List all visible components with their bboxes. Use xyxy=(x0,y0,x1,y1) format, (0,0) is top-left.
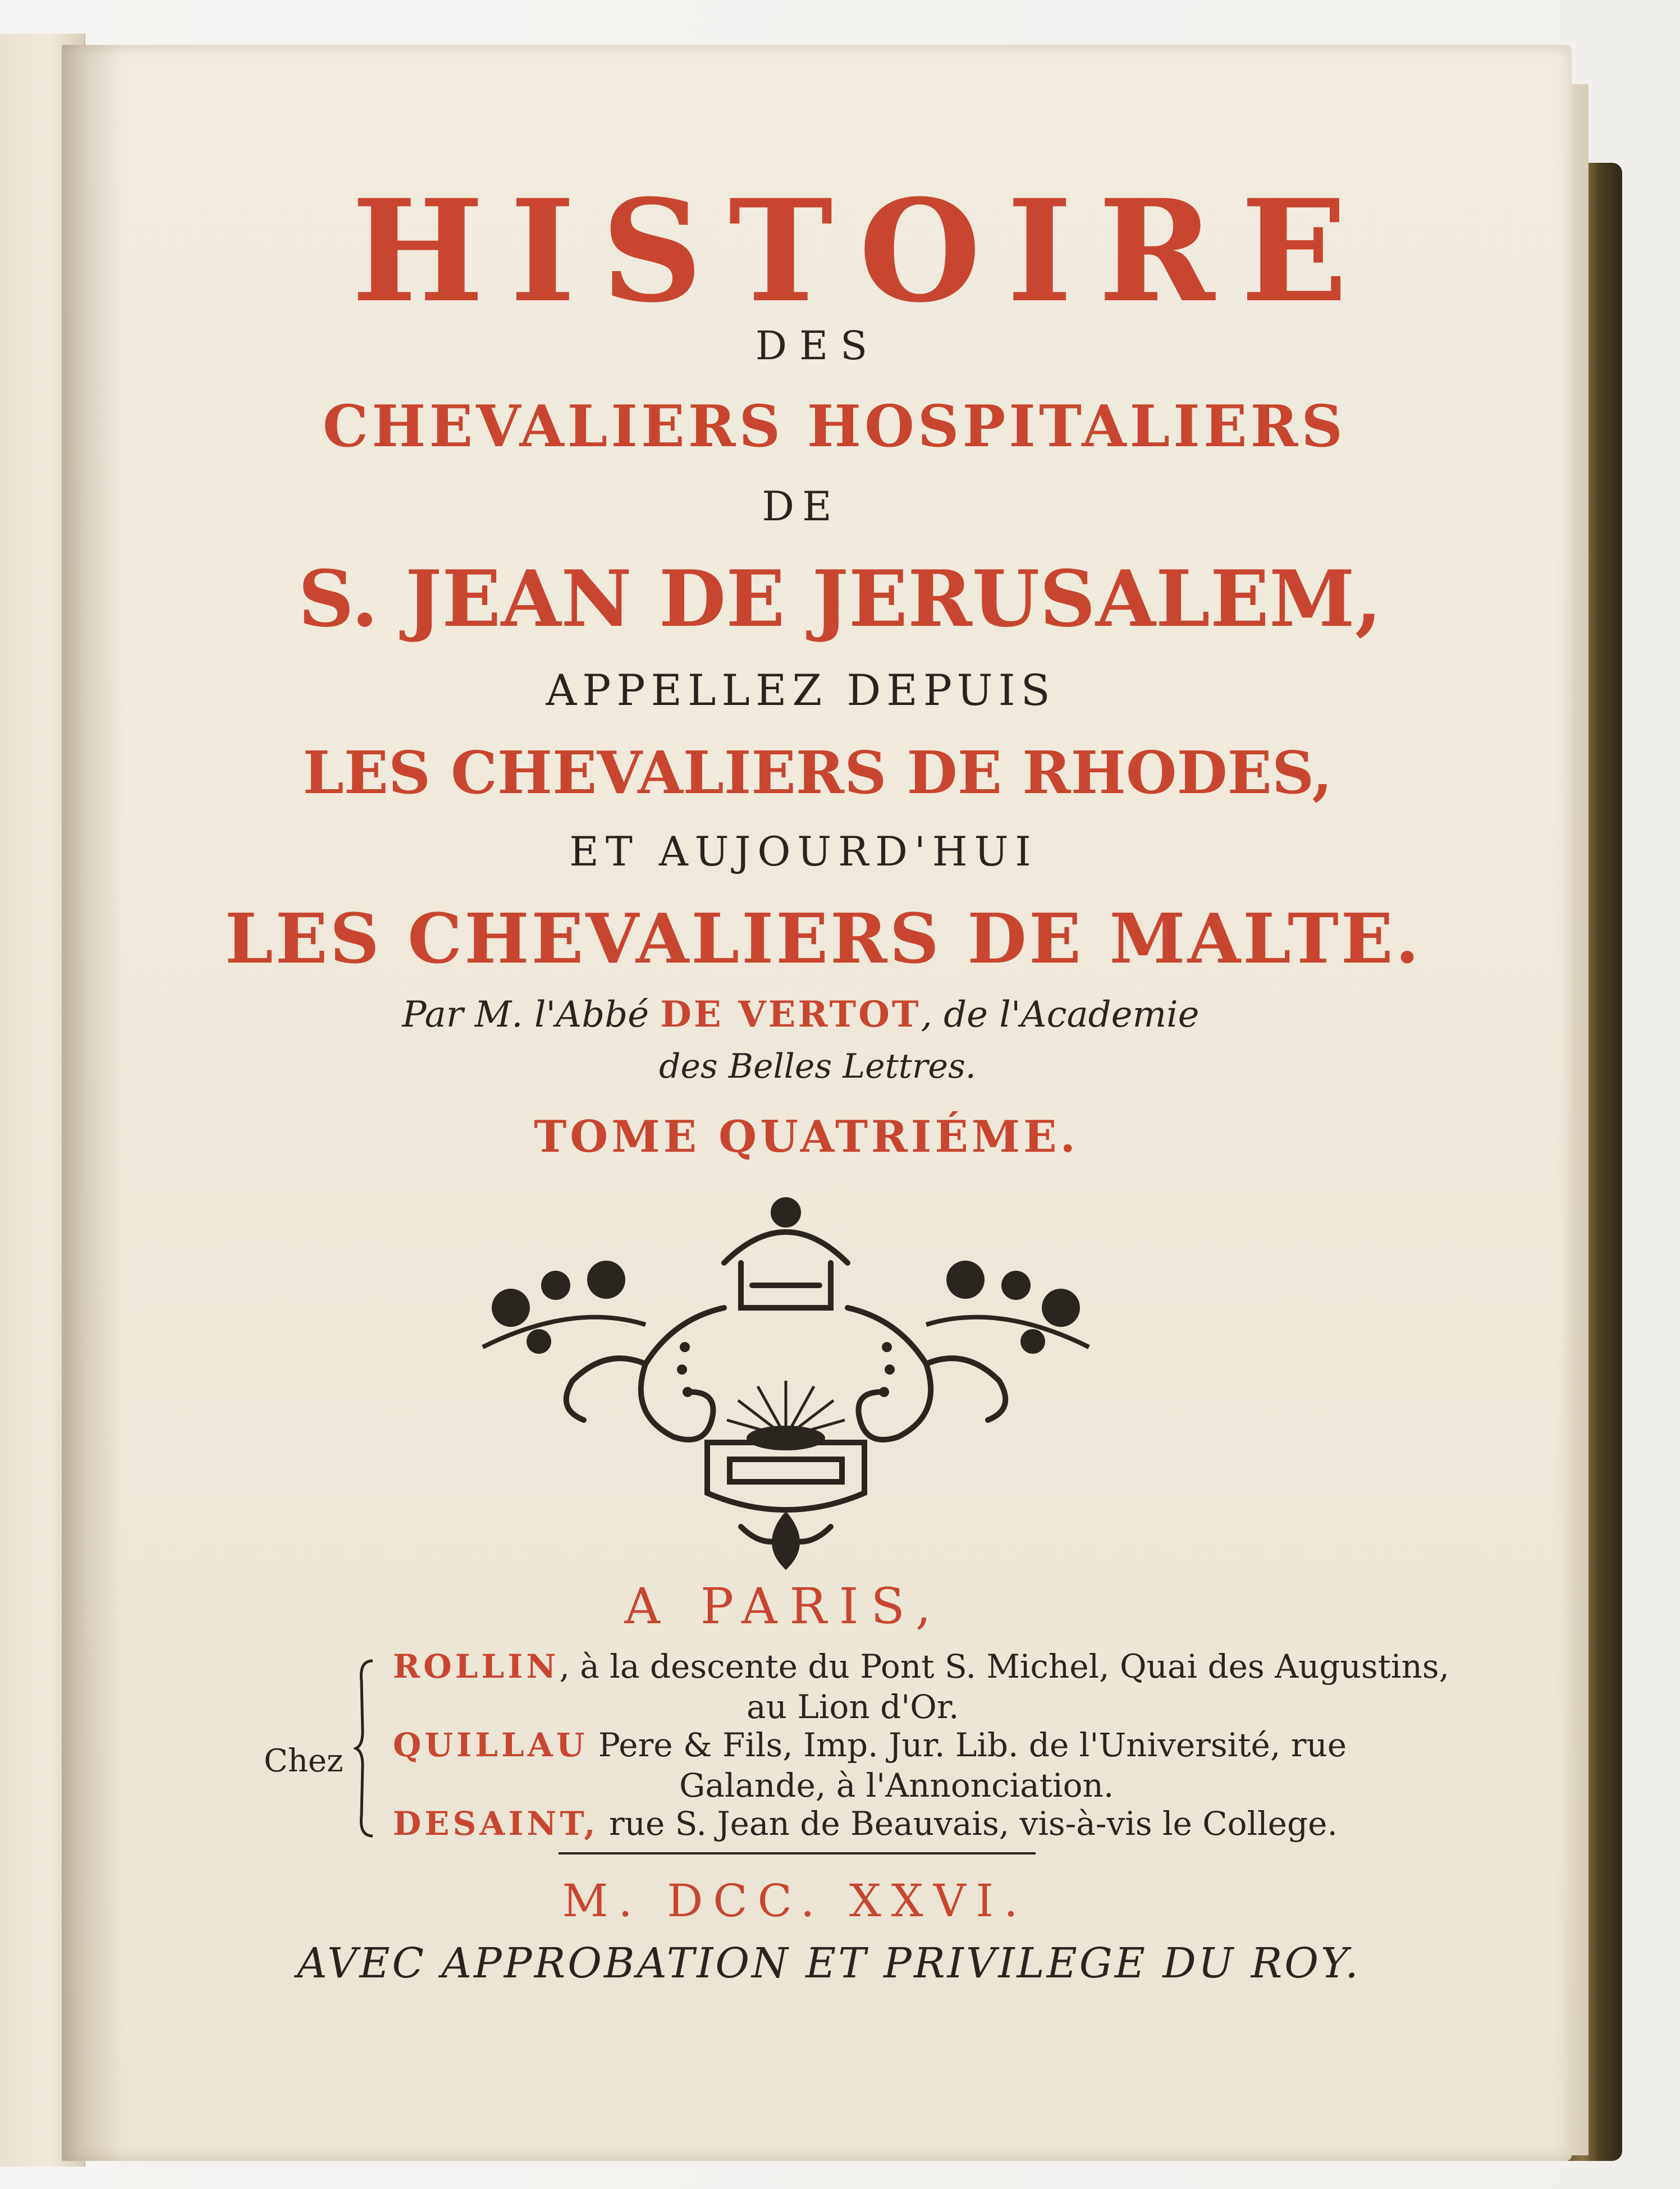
imprint-city: A PARIS, xyxy=(624,1577,944,1635)
imprint-approbation: AVEC APPROBATION ET PRIVILEGE DU ROY. xyxy=(297,1939,1361,1987)
publisher-address: Pere & Fils, Imp. Jur. Lib. de l'Université, rue xyxy=(588,1726,1347,1764)
author-line xyxy=(0,993,1641,1036)
publisher-quillau-cont: Galande, à l'Annonciation. xyxy=(679,1766,1114,1805)
volume-label: TOME QUATRIÉME. xyxy=(534,1111,1079,1162)
title-appellez-depuis: APPELLEZ DEPUIS xyxy=(546,665,1056,715)
imprint-year: M. DCC. XXVI. xyxy=(562,1875,1028,1927)
title-chevaliers-hospitaliers: CHEVALIERS HOSPITALIERS xyxy=(322,393,1347,460)
publisher-quillau xyxy=(393,1726,1347,1764)
imprint-chez: Chez xyxy=(264,1743,344,1779)
author-name: DE VERTOT xyxy=(660,993,921,1036)
printers-ornament xyxy=(460,1179,1111,1572)
divider-rule xyxy=(559,1852,1036,1854)
author-belles-lettres: des Belles Lettres. xyxy=(659,1047,976,1086)
title-saint-jean: S. JEAN DE JERUSALEM, xyxy=(298,553,1382,644)
publisher-name: DESAINT, xyxy=(393,1805,599,1843)
imprint-publishers xyxy=(264,1647,1450,1861)
title-aujourdhui: ET AUJOURD'HUI xyxy=(569,828,1038,875)
title-des: DES xyxy=(755,323,880,369)
publisher-rollin-cont: au Lion d'Or. xyxy=(747,1688,959,1726)
publisher-desaint xyxy=(393,1805,1338,1843)
author-academie: , de l'Academie xyxy=(921,994,1200,1036)
publisher-address: , à la descente du Pont S. Michel, Quai des Augustins, xyxy=(559,1647,1450,1686)
title-chevaliers-rhodes: LES CHEVALIERS DE RHODES, xyxy=(303,738,1333,807)
brace-icon xyxy=(354,1659,376,1838)
title-chevaliers-malte: LES CHEVALIERS DE MALTE. xyxy=(225,898,1422,979)
title-histoire: HISTOIRE xyxy=(351,168,1374,333)
publisher-rollin xyxy=(393,1647,1449,1686)
author-par: Par M. l'Abbé xyxy=(402,994,649,1036)
publisher-address: rue S. Jean de Beauvais, vis-à-vis le College. xyxy=(598,1805,1338,1843)
publisher-name: QUILLAU xyxy=(393,1726,588,1764)
publisher-name: ROLLIN xyxy=(393,1647,560,1686)
title-de: DE xyxy=(762,483,840,530)
